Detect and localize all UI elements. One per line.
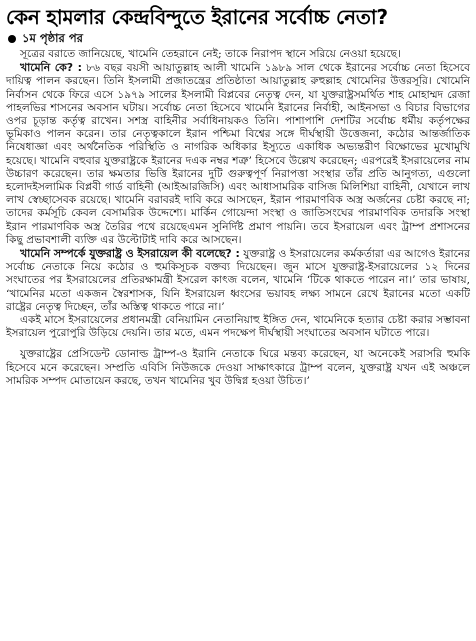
paragraph-netanyahu [6, 314, 470, 340]
paragraph-intro [6, 48, 470, 61]
paragraph-text: ৮৬ বছর বয়সী আয়াতুল্লাহ আলী খামেনি ১৯৮৯ সাল থেকে ইরানের সর্বোচ্চ নেতা হিসেবে দায়িত্ব পালন করছেন। তিনি ইসলামী প্রজাতন্ত্রের প্রতিষ্ঠাতা আয়াতুল্লাহ রুহুল্লাহ খোমেনির উত্তরসূরি। খোমেনি নির্বাসন থেকে ফিরে এসে ১৯৭৯ সালের ইসলামী বিপ্লবের নেতৃত্ব দেন, যা যুক্তরাষ্ট্রসমর্থিত শাহ মোহাম্মদ রেজা পাহলভির শাসনের অবসান ঘটায়। সর্বোচ্চ নেতা হিসেবে খামেনি ইরানের নির্বাহী, আইনসভা ও বিচার বিভাগের ওপর চূড়ান্ত কর্তৃত্ব রাখেন। সশস্ত্র বাহিনীর সর্বাধিনায়কও তিনি। পাশাপাশি দেশটির সর্বোচ্চ ধর্মীয় কর্তৃপক্ষের ভূমিকাও পালন করেন। তার নেতৃত্বকালে ইরান পশ্চিমা বিশ্বের সঙ্গে দীর্ঘস্থায়ী উত্তেজনা, কঠোর আন্তর্জাতিক নিষেধাজ্ঞা এবং অর্থনৈতিক পরিস্থিতি ও নাগরিক অধিকার ইস্যুতে একাধিক অভ্যন্তরীণ বিক্ষোভের মুখোমুখি হয়েছে। খামেনি বহুবার যুক্তরাষ্ট্রকে ইরানের দএক নম্বর শত্রু’ হিসেবে উল্লেখ করেছেন; এরপরেই ইসরায়েলের নাম উচ্চারণ করেছেন। তার ক্ষমতার ভিত্তি ইরানের দুটি গুরুত্বপূর্ণ নিরাপত্তা সংস্থার তাঁর প্রতি আনুগত্য, এগুলো হলোদইসলামিক বিপ্লবী গার্ড বাহিনী (আইআরজিসি) এবং আধাসামরিক বাসিজ মিলিশিয়া বাহিনী, যেখানে লাখ লাখ স্বেচ্ছাসেবক রয়েছে। খামেনি বরাবরই দাবি করে আসছেন, ইরান পারমাণবিক অস্ত্র অর্জনের চেষ্টা করছে না; তাদের কর্মসূচি কেবল বেসামরিক উদ্দেশ্যে। মার্কিন গোয়েন্দা সংস্থা ও জাতিসংঘের পারমাণবিক তদারকি সংস্থা ইরান পারমাণবিক অস্ত্র তৈরির পথে রয়েছেএমন সুনির্দিষ্ট প্রমাণ পায়নি। তবে ইসরায়েল এবং ট্রাম্প প্রশাসনের কিছু প্রভাবশালী ব্যক্তি এর উল্টোটাই দাবি করে আসছেন। [6, 62, 470, 246]
paragraph-text: একই মাসে ইসরায়েলের প্রধানমন্ত্রী বেনিয়ামিন নেতানিয়াহু ইঙ্গিত দেন, খামেনিকে হত্যার চেষ্টা করার সম্ভাবনা ইসরায়েল পুরোপুরি উড়িয়ে দেয়নি। তার মতে, এমন পদক্ষেপ দীর্ঘস্থায়ী সংঘাতের অবসান ঘটাতে পারে। [6, 314, 470, 340]
continuation-line [6, 32, 470, 45]
subhead-who-is-khamenei: খামেনি কে? : [20, 61, 82, 75]
paragraph-text: যুক্তরাষ্ট্রের প্রেসিডেন্ট ডোনাল্ড ট্রাম্প-ও ইরানি নেতাকে ঘিরে মন্তব্য করেছেন, যা অনেকেই সরাসরি হুমকি হিসেবে মনে করেছেন। সম্প্রতি এবিসি নিউজকে দেওয়া সাক্ষাৎকারে ট্রাম্প বলেন, যুক্তরাষ্ট্র যখন এই অঞ্চলে সামরিক সম্পদ মোতায়েন করছে, তখন খামেনির খুব উদ্বিগ্ন হওয়া উচিত।’ [6, 348, 470, 387]
continuation-label: ১ম পৃষ্ঠার পর [22, 31, 83, 45]
bullet-icon [8, 35, 16, 43]
headline: কেন হামলার কেন্দ্রবিন্দুতে ইরানের সর্বোচ্চ নেতা? [6, 5, 388, 29]
subhead-us-israel-statements: খামেনি সম্পর্কে যুক্তরাষ্ট্র ও ইসরায়েল কী বলেছে? : [20, 247, 240, 261]
paragraph-us-israel-statements [6, 247, 470, 314]
paragraph-text: যুক্তরাষ্ট্র ও ইসরায়েলের কর্মকর্তারা এর আগেও ইরানের সর্বোচ্চ নেতাকে নিয়ে কঠোর ও হুমকিসূচক বক্তব্য দিয়েছেন। জুন মাসে যুক্তরাষ্ট্র-ইসরায়েলের ১২ দিনের সংঘাতের পর ইসরায়েলের প্রতিরক্ষামন্ত্রী ইসরেল কাৎজ বলেন, খামেনি ‘টিকে থাকতে পারেন না।’ তার ভাষায়, ‘খামেনির মতো একজন স্বৈরশাসক, যিনি ইসরায়েল ধ্বংসের ভয়াবহ লক্ষ্য সামনে রেখে ইরানের মতো একটি রাষ্ট্রের নেতৃত্ব দিচ্ছেন, তাঁর অস্তিত্ব থাকতে পারে না।’ [6, 248, 470, 313]
paragraph-trump [6, 348, 470, 388]
paragraph-who-is-khamenei [6, 61, 470, 247]
paragraph-text: সূত্রের বরাতে জানিয়েছে, খামেনি তেহরানে নেই; তাকে নিরাপদ স্থানে সরিয়ে নেওয়া হয়েছে। [20, 48, 401, 60]
